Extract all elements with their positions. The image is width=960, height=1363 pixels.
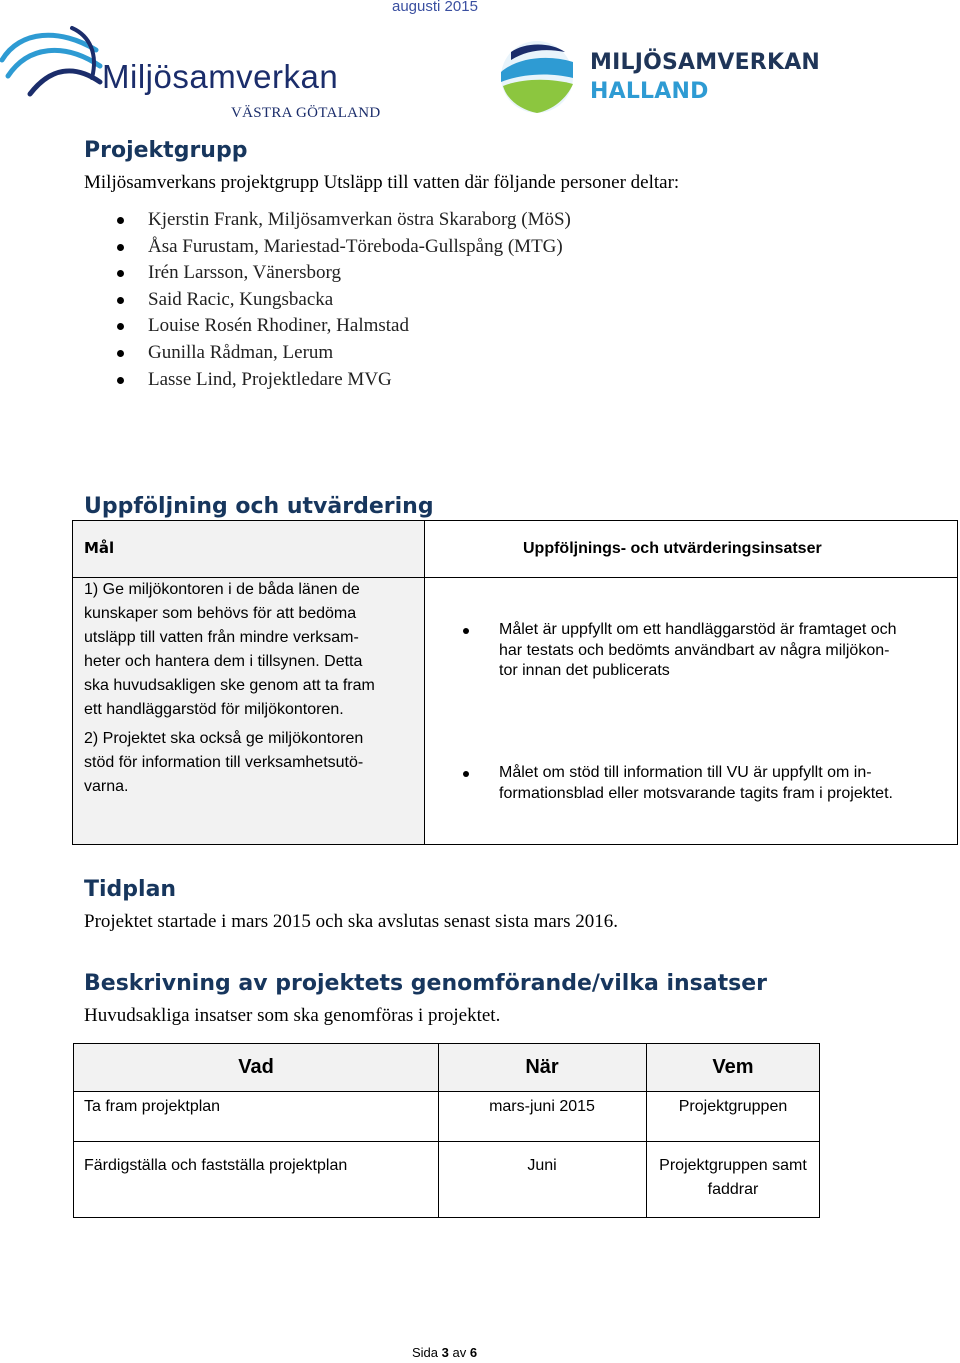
tidplan-text: Projektet startade i mars 2015 och ska avslutas senast sista mars 2016.: [84, 911, 619, 932]
heading-tidplan: Tidplan: [84, 877, 177, 902]
goals-header-mal: Mål: [84, 539, 115, 557]
table-cell: Färdigställa och fastställa projektplan: [84, 1157, 348, 1174]
projektgrupp-intro: Miljösamverkans projektgrupp Utsläpp till vatten där följande personer deltar:: [84, 172, 680, 193]
list-item: Åsa Furustam, Mariestad-Töreboda-Gullspång (MTG): [148, 234, 571, 261]
beskrivning-text: Huvudsakliga insatser som ska genomföras i projektet.: [84, 1005, 501, 1026]
header-nar: När: [525, 1056, 559, 1078]
heading-uppfoljning: Uppföljning och utvärdering: [84, 494, 434, 519]
goals-header-insatser: Uppföljnings- och utvärderingsinsatser: [523, 540, 822, 557]
table-cell: mars-juni 2015: [489, 1098, 595, 1115]
halland-globe-icon: [497, 38, 582, 116]
goal-2: 2) Projektet ska också ge miljökontoren stöd för information till verksamhetsutö- varna.: [84, 730, 364, 795]
list-item: Kjerstin Frank, Miljösamverkan östra Skaraborg (MöS): [148, 207, 571, 234]
header-date: augusti 2015: [392, 0, 478, 15]
logo-right-line2: HALLAND: [590, 79, 709, 104]
heading-beskrivning: Beskrivning av projektets genomförande/vilka insatser: [84, 971, 767, 996]
list-item: Louise Rosén Rhodiner, Halmstad: [148, 313, 571, 340]
table-cell: Juni: [527, 1157, 557, 1174]
heading-projektgrupp: Projektgrupp: [84, 138, 248, 163]
logo-left-subtitle: VÄSTRA GÖTALAND: [231, 105, 381, 121]
plan-table: [73, 1043, 820, 1218]
logo-right-line1: MILJÖSAMVERKAN: [590, 50, 821, 75]
list-item: Irén Larsson, Vänersborg: [148, 260, 571, 287]
list-item: Lasse Lind, Projektledare MVG: [148, 367, 571, 394]
measure-2: Målet om stöd till information till VU är uppfyllt om in- formationsblad eller motsvarande tagits fram i projektet.: [499, 763, 949, 804]
bullet-icon: [463, 628, 469, 634]
page-number: Sida 3 av 6: [412, 1345, 478, 1360]
member-list: [148, 207, 571, 393]
goal-1: 1) Ge miljökontoren i de båda länen de kunskaper som behövs för att bedöma utsläpp till vatten från mindre verksam- heter och hantera dem i tillsynen. Detta ska huvudsakligen ske genom att ta fram ett handläggarstöd för miljökontoren.: [84, 581, 375, 718]
header-vad: Vad: [238, 1056, 274, 1078]
miljosamverkan-wave-icon: [0, 20, 110, 100]
bullet-icon: [463, 771, 469, 777]
table-cell: Projektgruppen: [678, 1098, 788, 1115]
list-item: Gunilla Rådman, Lerum: [148, 340, 571, 367]
logo-left-name: Miljösamverkan: [102, 58, 339, 95]
goals-table: [72, 520, 958, 845]
row-divider: [74, 1141, 819, 1142]
goals-table-header: [73, 521, 957, 578]
table-cell: Projektgruppen samt faddrar: [659, 1157, 807, 1198]
measure-1: Målet är uppfyllt om ett handläggarstöd är framtaget och har testats och bedömts användbart av några miljökon- tor innan det publicerats: [499, 620, 949, 682]
list-item: Said Racic, Kungsbacka: [148, 287, 571, 314]
table-cell: Ta fram projektplan: [84, 1098, 221, 1115]
header-vem: Vem: [712, 1056, 754, 1078]
